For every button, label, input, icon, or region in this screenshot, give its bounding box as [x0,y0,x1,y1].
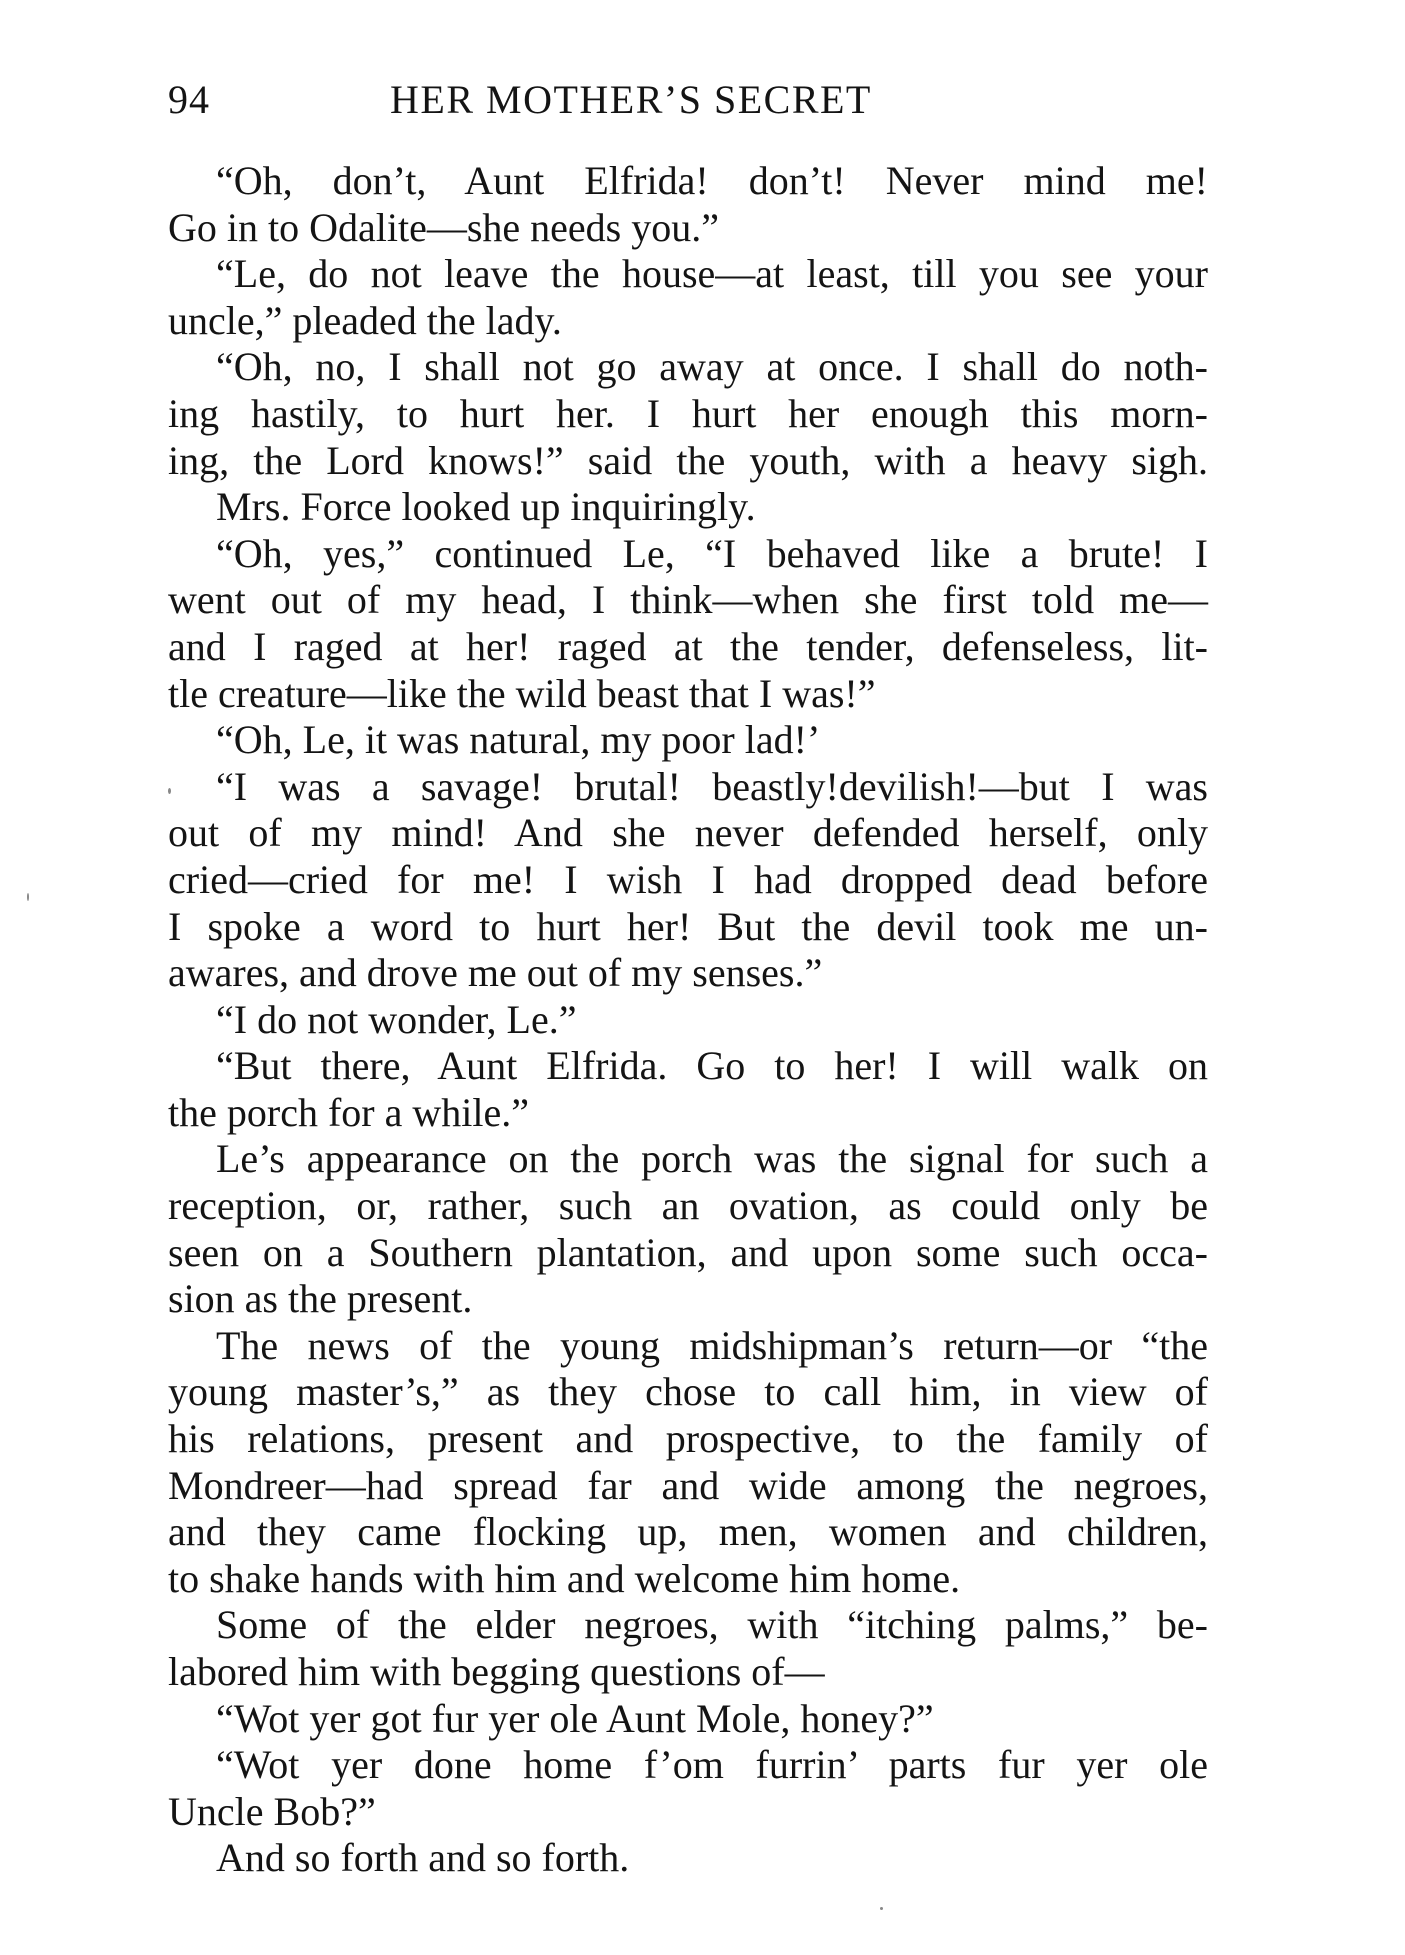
text-line: “I was a savage! brutal! beastly!devilish!—but I was [216,763,1208,809]
text-line: “Wot yer done home f’om furrin’ parts fur yer ole [216,1742,1208,1788]
text-line: Mrs. Force looked up inquiringly. [216,484,756,530]
text-line: young master’s,” as they chose to call him, in view of [168,1369,1208,1415]
text-line: “Wot yer got fur yer ole Aunt Mole, honey?” [216,1695,934,1741]
text-line: out of my mind! And she never defended herself, only [168,810,1208,856]
text-line: ing, the Lord knows!” said the youth, with a heavy sigh. [168,437,1208,483]
text-line: seen on a Southern plantation, and upon some such occa- [168,1229,1208,1275]
text-line: I spoke a word to hurt her! But the devil took me un- [168,903,1208,949]
text-line: The news of the young midshipman’s return—or “the [216,1322,1208,1368]
text-line: “Le, do not leave the house—at least, till you see your [216,251,1208,297]
text-line: “I do not wonder, Le.” [216,996,577,1042]
text-line: “Oh, no, I shall not go away at once. I shall do noth- [216,344,1208,390]
text-line: Le’s appearance on the porch was the signal for such a [216,1136,1208,1182]
text-line: labored him with begging questions of— [168,1649,825,1694]
text-line: and they came flocking up, men, women and children, [168,1509,1208,1555]
text-line: uncle,” pleaded the lady. [168,297,562,343]
body-text [168,158,1208,1882]
text-line: And so forth and so forth. [216,1835,630,1881]
text-line: to shake hands with him and welcome him home. [168,1555,961,1601]
ink-speck [880,1907,883,1910]
text-line: sion as the present. [168,1276,473,1322]
text-line: Mondreer—had spread far and wide among the negroes, [168,1462,1208,1508]
text-line: his relations, present and prospective, to the family of [168,1416,1208,1462]
text-line: cried—cried for me! I wish I had dropped dead before [168,856,1208,902]
text-line: reception, or, rather, such an ovation, as could only be [168,1183,1208,1229]
text-line: Some of the elder negroes, with “itching palms,” be- [216,1602,1208,1648]
text-line: Uncle Bob?” [168,1788,376,1834]
text-line: awares, and drove me out of my senses.” [168,950,823,996]
text-line: and I raged at her! raged at the tender, defenseless, lit- [168,623,1208,669]
text-line: “Oh, yes,” continued Le, “I behaved like a brute! I [216,530,1208,576]
text-line: ing hastily, to hurt her. I hurt her enough this morn- [168,390,1208,436]
running-head [168,72,1218,132]
running-title: HER MOTHER’S SECRET [390,77,872,122]
page-number: 94 [168,77,210,122]
text-line: the porch for a while.” [168,1089,529,1135]
text-line: tle creature—like the wild beast that I was!” [168,670,876,716]
ink-speck [27,893,29,901]
text-line: “Oh, don’t, Aunt Elfrida! don’t! Never mind me! [216,158,1208,203]
text-line: Go in to Odalite—she needs you.” [168,204,719,250]
text-line: went out of my head, I think—when she first told me— [168,577,1208,623]
text-line: “Oh, Le, it was natural, my poor lad!’ [216,717,821,763]
text-line: “But there, Aunt Elfrida. Go to her! I will walk on [216,1043,1208,1089]
ink-speck [168,788,171,794]
